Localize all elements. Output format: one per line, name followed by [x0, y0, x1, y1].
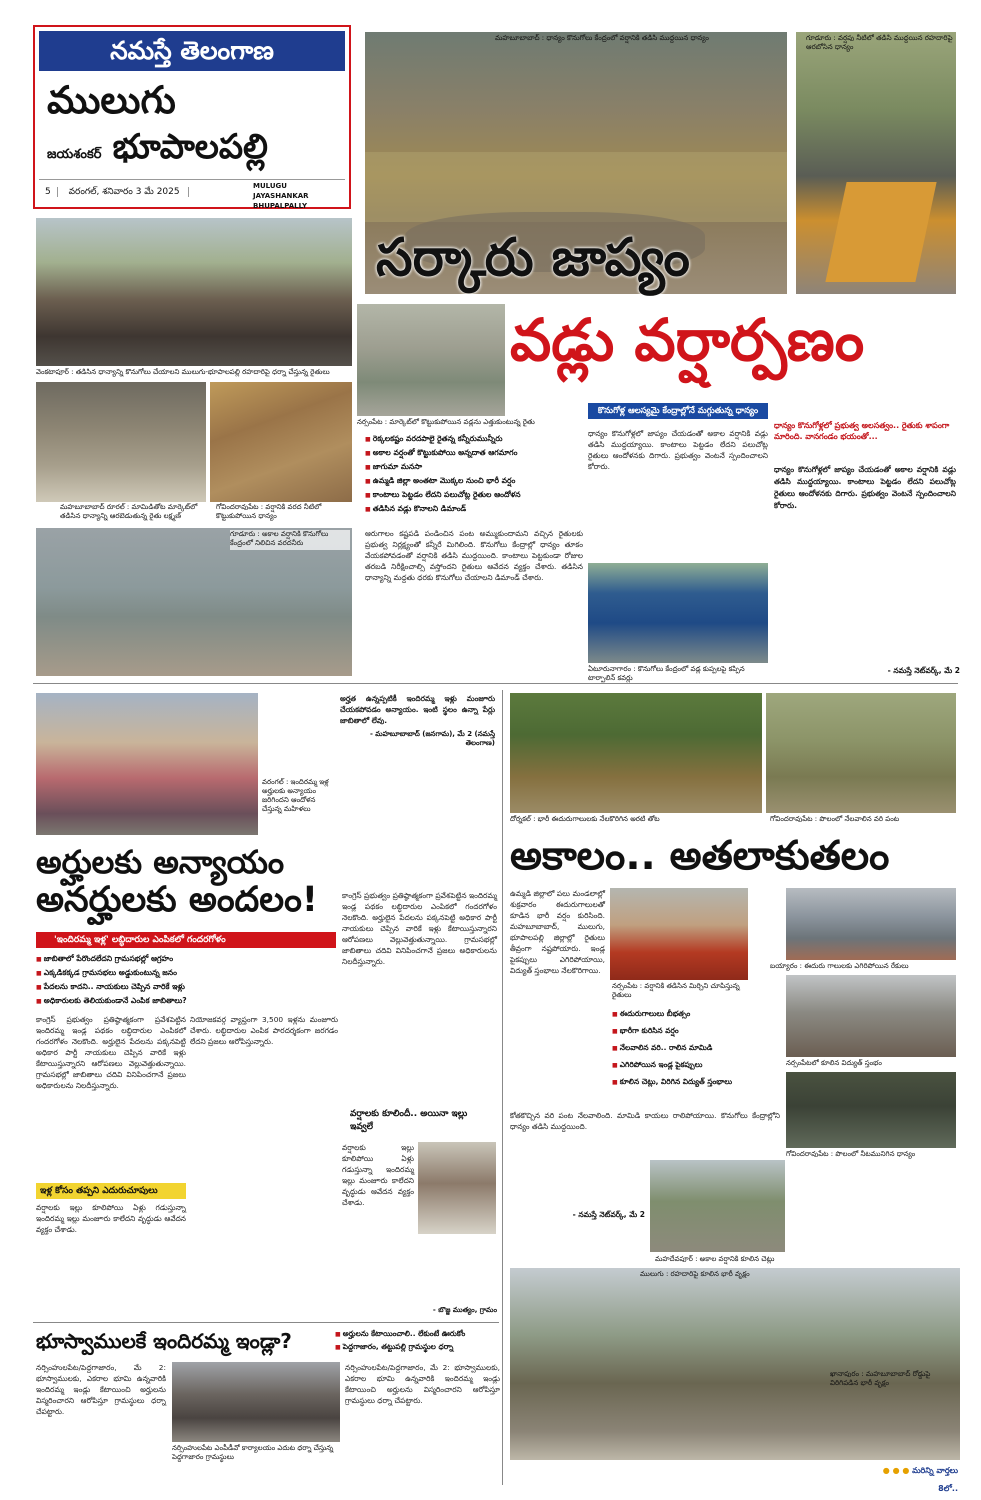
caption-top2: గోవిందరావుపేట : పొలంలో నేలవాలిన వరి పంట: [770, 815, 900, 823]
box-caption: - బొజ్జ ముత్యం, గ్రామం: [432, 1306, 497, 1314]
story2-strap: [36, 932, 336, 948]
story1-sub-right: [774, 420, 956, 450]
district-line-2: [47, 127, 347, 175]
photo-old-man: [418, 1142, 496, 1234]
caption-top: మహబూబాబాద్‌ : ధాన్యం కొనుగోలు కేంద్రంలో వర్షానికి తడిసి ముద్దయిన ధాన్యం: [495, 34, 709, 42]
footer-more-news: [868, 1462, 958, 1493]
story1-body-far-right: ధాన్యం కొనుగోళ్లలో జాప్యం చేయడంతో అకాల వర్షానికి వడ్లు తడిసి ముద్దయ్యాయి. కాంటాలు పెట్టడం లేదని పలుచోట్ల రైతులు ఆందోళనకు దిగారు. ప్రభుత్వం వెంటనే స్పందించాలని కోరారు.: [774, 465, 956, 510]
box-body: వర్షాలకు ఇల్లు కూలిపోయి ఏళ్లు గడుస్తున్నా ఇందిరమ్మ ఇల్లు మంజూరు కాలేదని వృద్ధుడు ఆవేదన వ్యక్తం చేశాడు.: [36, 1203, 186, 1234]
bullet: ■ తడిసిన వడ్లు కొనాలని డిమాండ్‌: [365, 502, 580, 516]
district-name-2: భూపాలపల్లి: [112, 127, 268, 167]
photo-pole: [786, 1072, 956, 1148]
story2-body-col3: కాంగ్రెస్‌ ప్రభుత్వం ప్రతిష్ఠాత్మకంగా ప్రవేశపెట్టిన ఇందిరమ్మ ఇండ్ల పథకం లబ్ధిదారుల ఎంపికలో గందరగోళం నెలకొంది. అర్హులైన పేదలను పక్కనపెట్టి అధికార పార్టీ నాయకులు చెప్పిన వారికే ఇళ్లు కేటాయిస్తున్నారని ఆరోపణలు వెల్లువెత్తుతున్నాయి. గ్రామసభల్లో జాబితాలు చదివి వినిపించగానే ప్రజలు అధికారులను నిలదీస్తున్నారు.: [342, 891, 497, 966]
photo-grain: [210, 382, 352, 502]
story2-body: కాంగ్రెస్‌ ప్రభుత్వం ప్రతిష్ఠాత్మకంగా ప్రవేశపెట్టిన ఇందిరమ్మ ఇండ్ల పథకం లబ్ధిదారుల ఎంపికలో గందరగోళం నెలకొంది. అర్హులైన పేదలను పక్కనపెట్టి అధికార పార్టీ నాయకులు చెప్పిన వారికే ఇళ్లు కేటాయిస్తున్నారని ఆరోపణలు వెల్లువెత్తుతున్నాయి. గ్రామసభల్లో జాబితాలు చదివి వినిపించగానే ప్రజలు అధికారులను నిలదీస్తున్నారు.: [36, 1015, 186, 1090]
story3-byline: [510, 1210, 645, 1220]
photo-bags: [36, 382, 206, 502]
brand-name: నమస్తే తెలంగాణ: [110, 36, 274, 65]
photo-chili-farmers: [610, 888, 748, 980]
byline-text: - నమస్తే నెట్‌వర్క్‌, మే 2: [887, 666, 960, 675]
bullet: ■ పేదలను కాదని.. నాయకులు చెప్పిన వారికే ఇళ్లు: [36, 980, 336, 994]
story3-body2: కోతకొచ్చిన వరి పంట నేలవాలింది. మామిడి కాయలు రాలిపోయాయి. కొనుగోలు కేంద్రాల్లోని ధాన్యం తడిసి ముద్దయింది.: [510, 1111, 780, 1131]
photo-farmer: [357, 304, 505, 416]
headline-2a-text: అర్హులకు అన్యాయం: [36, 843, 285, 881]
story2-body3-b: నర్సింహులపేట/పెద్దగాజారం, మే 2: భూస్వాములకు, ఎకరాల భూమి ఉన్నవారికి ఇందిరమ్మ ఇండ్లు కేటాయించి అర్హులను విస్మరించారని ఆరోపిస్తూ గ్రామస్థులు ధర్నా చేపట్టారు.: [345, 1363, 500, 1405]
caption-tarp: ఏటూరునాగారం : కొనుగోలు కేంద్రంలో వడ్ల కుప్పలపై కప్పిన టార్పాలిన్‌ కవర్లు: [588, 665, 745, 682]
story1-body-right: ధాన్యం కొనుగోళ్లలో జాప్యం చేయడంతో అకాల వర్షానికి వడ్లు తడిసి ముద్దయ్యాయి. కాంటాలు పెట్టడం లేదని పలుచోట్ల రైతులు ఆందోళనకు దిగారు. ప్రభుత్వం వెంటనే స్పందించాలని కోరారు.: [588, 429, 768, 471]
box-head-2: [350, 1108, 490, 1138]
caption-road: ములుగు : రహదారిపై కూలిన భారీ వృక్షం: [640, 1270, 750, 1278]
photo-roof: [786, 888, 956, 960]
story2-bullets: [36, 952, 336, 1012]
story3-bullets: [612, 1006, 762, 1096]
caption-bags: మహబూబాబాద్‌ రూరల్‌ : మామిడితోట మార్కెట్‌లో తడిసిన ధాన్యాన్ని ఆరబెడుతున్న రైతు లక్ష్మణ్‌: [60, 503, 198, 520]
bullet: ■ కాంటాలు పెట్టడం లేదని పలుచోట్ల రైతుల ఆందోళన: [365, 488, 580, 502]
photo-banana: [510, 693, 762, 813]
sub-right-text: ధాన్యం కొనుగోళ్లలో ప్రభుత్వ అలసత్వం.. రైతుకు శాపంగా మారింది. వానగండం భయంతో...: [774, 421, 950, 441]
bullet: ■ ఉమ్మడి జిల్లా అంతటా మొక్కల నుంచి భారీ వర్షం: [365, 474, 580, 488]
photo-flood: [36, 528, 352, 676]
photo-house: [786, 975, 956, 1057]
headline-1a-text: సర్కారు జాప్యం: [376, 228, 690, 288]
bullet: ■ ఎక్కడికక్కడ గ్రామసభలు అడ్డుకుంటున్న జనం: [36, 966, 336, 980]
strap-text: 'ఇందిరమ్మ ఇళ్ల' లబ్ధిదారుల ఎంపికలో గందరగోళం: [54, 935, 226, 945]
byline-text-3: - నమస్తే నెట్‌వర్క్‌, మే 2: [572, 1210, 645, 1219]
bullet: ■ అకాల వర్షంతో కొట్టుకుపోయి అన్నదాత ఆగమాగం: [365, 446, 580, 460]
headline-3-bullets: [335, 1328, 500, 1358]
photo-road-tree: [510, 1268, 960, 1460]
dateline: వరంగల్‌, శనివారం 3 మే 2025: [61, 187, 189, 197]
bullet: ■ ఎగిరిపోయిన ఇండ్ల పైకప్పులు: [612, 1057, 762, 1074]
kicker-bar: [588, 403, 768, 419]
headline-4-text: అకాలం.. అతలాకుతలం: [510, 833, 890, 879]
story2-body-2: నియోజకవర్గ వ్యాప్తంగా 3,500 ఇళ్లను మంజూరు చేశారు. లబ్ధిదారుల ఎంపిక పారదర్శకంగా జరగడం లేదని ప్రజలు ఆరోపిస్తున్నారు.: [190, 1015, 338, 1046]
box-head-text: ఇళ్ల కోసం తప్పని ఎదురుచూపులు: [40, 1186, 158, 1196]
story1-body-mid: ఆరుగాలం కష్టపడి పండించిన పంట అమ్ముకుందామని వచ్చిన రైతులకు ప్రభుత్వ నిర్లక్ష్యంతో కన్నీరే మిగిలింది. కొనుగోలు కేంద్రాల్లో ధాన్యం తూకం వేయకపోవడంతో వర్షానికి తడిసి ముద్దయింది. కాంటాలు పెట్టకుండా రోజుల తరబడి నిరీక్షించాల్సి వస్తోందని రైతులు ఆవేదన వ్యక్తం చేశారు. తడిసిన ధాన్యాన్ని మద్దతు ధరకు కొనుగోలు చేయాలని డిమాండ్‌ చేశారు.: [365, 529, 583, 582]
caption-farmer: నర్సంపేట : మార్కెట్‌లో కొట్టుకుపోయిన వడ్లను ఎత్తుకుంటున్న రైతు: [357, 418, 535, 426]
caption-chili: నర్సంపేట : వర్షానికి తడిసిన మిర్చిని చూపిస్తున్న రైతులు: [612, 982, 740, 999]
caption-house: నర్సంపేటలో కూలిన విద్యుత్‌ స్తంభం: [786, 1059, 882, 1067]
bullet: ■ కూలిన చెట్లు, విరిగిన విద్యుత్‌ స్తంభాలు: [612, 1074, 762, 1091]
box-body-2: వర్షాలకు ఇల్లు కూలిపోయి ఏళ్లు గడుస్తున్నా ఇందిరమ్మ ఇల్లు మంజూరు కాలేదని వృద్ధుడు ఆవేదన వ్యక్తం చేశాడు.: [342, 1143, 414, 1207]
footer-dots: ● ● ●: [882, 1466, 913, 1475]
box-head: [36, 1183, 186, 1199]
bullet: ■ జాగుమా మనసా: [365, 460, 580, 474]
story1-bullets: [365, 432, 580, 522]
photo-group-men: [172, 1362, 340, 1442]
story1-byline: [800, 666, 960, 676]
divider: [502, 690, 503, 1485]
story3-body: ఉమ్మడి జిల్లాలో పలు మండలాల్లో శుక్రవారం ఈదురుగాలులతో కూడిన భారీ వర్షం కురిసింది. మహబూబాబాద్‌, ములుగు, భూపాలపల్లి జిల్లాల్లో రైతులు తీవ్రంగా నష్టపోయారు. ఇండ్ల పైకప్పులు ఎగిరిపోయాయి, విద్యుత్‌ స్తంభాలు నేలకొరిగాయి.: [510, 889, 605, 975]
district-line: [47, 77, 347, 123]
caption-grain: గోవిందరావుపేట : వర్షానికి వరద నీటిలో కొట్టుకుపోయిన ధాన్యం: [216, 503, 322, 520]
story2-body3: నర్సింహులపేట/పెద్దగాజారం, మే 2: భూస్వాములకు, ఎకరాల భూమి ఉన్నవారికి ఇందిరమ్మ ఇండ్లు కేటాయించి అర్హులను విస్మరించారని ఆరోపిస్తూ గ్రామస్థులు ధర్నా చేపట్టారు.: [36, 1363, 166, 1416]
caption-pole: గోవిందరావుపేట : పొలంలో నీటమునిగిన ధాన్యం: [786, 1150, 916, 1158]
caption-flood: గూడూరు : అకాల వర్షానికి కొనుగోలు కేంద్రంలో నిలిచిన వరదనీరు: [230, 530, 350, 550]
bullet: ■ జాబితాలో పేరొందలేదని గ్రామసభల్లో ఆగ్రహం: [36, 952, 336, 966]
divider: [33, 683, 958, 684]
box-head-2-text: వర్షాలకు కూలిందీ.. అయినా ఇల్లు ఇవ్వలే: [350, 1109, 468, 1132]
edition-en-1: MULUGU: [253, 182, 287, 190]
photo-tarp: [588, 563, 768, 663]
masthead: [33, 25, 351, 209]
photo-crowd: [36, 218, 352, 366]
headline-3-text: భూస్వాములకే ఇందిరమ్మ ఇండ్లా?: [36, 1329, 292, 1353]
bullet: ■ భారీగా కురిసిన వర్షం: [612, 1023, 762, 1040]
district-name: ములుగు: [47, 78, 176, 122]
caption-roof: బయ్యారం : ఈదురు గాలులకు ఎగిరిపోయిన రేకులు: [770, 962, 909, 970]
headline-2b-text: అనర్హులకు అందలం!: [36, 880, 318, 920]
headline-1b-text: వడ్లు వర్షార్పణం: [510, 306, 865, 374]
sidebar-quote: అర్హత ఉన్నప్పటికీ ఇందిరమ్మ ఇళ్లు మంజూరు చేయకపోవడం అన్యాయం. ఇంటి స్థలం ఉన్నా పేర్లు జాబితాలో లేవు.: [340, 694, 495, 725]
footer-text: మరిన్ని వార్తలు 8లో..: [912, 1466, 958, 1493]
photo-paddy-field: [766, 693, 956, 813]
photo-road-grain: [796, 32, 956, 294]
photo-fallen-tree: [650, 1160, 785, 1252]
bullet: ■ పెద్దగాజారం, తట్టుపల్లి గ్రామస్థుల ధర్నా: [335, 1341, 500, 1354]
caption-bigtree: ఖానాపురం : మహబూబాబాద్‌ రోడ్డుపై విరిగిపడిన భారీ వృక్షం: [830, 1370, 931, 1387]
caption-tree: మహదేవపూర్‌ : అకాల వర్షానికి కూలిన చెట్లు: [655, 1255, 775, 1263]
headline-2b: [36, 872, 336, 928]
caption-top1: దోర్నకల్‌ : భారీ ఈదురుగాలులకు నేలకొరిగిన అరటి తోట: [510, 815, 660, 823]
caption-topright: గూడూరు : వర్షపు నీటిలో తడిసి ముద్దయిన రహదారిపై ఆరబోసిన ధాన్యం: [806, 34, 953, 51]
edition-en: [253, 181, 349, 210]
page-number: 5: [39, 187, 58, 197]
headline-3: [36, 1326, 336, 1356]
caption-crowd: వెంకటాపూర్‌ : తడిసిన ధాన్యాన్ని కొనుగోలు చేయాలని ములుగు-భూపాలపల్లి రహదారిపై ధర్నా చేస్తున్న రైతులు: [36, 368, 330, 376]
caption-protest: వరంగల్‌ : ఇందిరమ్మ ఇళ్ల అర్హులకు అన్యాయం జరిగిందని ఆందోళన చేస్తున్న మహిళలు: [262, 778, 329, 813]
bullet: ■ ఈదురుగాలులు బీభత్సం: [612, 1006, 762, 1023]
story2-sidebar: [340, 693, 495, 888]
bullet: ■ రెక్కలకష్టం వరదపాలై రైతన్న కన్నీరుమున్నీరు: [365, 432, 580, 446]
headline-4: [510, 828, 960, 884]
divider: [33, 1322, 499, 1323]
kicker-text: కొనుగోళ్ల ఆలస్యమై కేంద్రాల్లోనే మగ్గుతున్న ధాన్యం: [597, 406, 759, 416]
headline-1a: [376, 222, 796, 294]
edition-en-2: JAYASHANKAR BHUPALPALLY: [253, 192, 309, 210]
masthead-banner: [39, 31, 345, 71]
bullet: ■ నేలవాలిన వరి.. రాలిన మామిడి: [612, 1040, 762, 1057]
bullet: ■ అర్హులను కేటాయించాలి.. లేకుంటే ఊరుకోం: [335, 1328, 500, 1341]
district-prefix: జయశంకర్: [47, 147, 102, 162]
photo-protest-women: [36, 693, 258, 835]
bullet: ■ అధికారులకు తెలియకుండానే ఎంపిక జాబితాలు?: [36, 994, 336, 1008]
headline-1b: [510, 300, 960, 380]
sidebar-byline: - మహబూబాబాద్‌ (జనగామ), మే 2 (నమస్తే తెలంగాణ): [369, 730, 495, 747]
caption-group: నర్సింహులపేట ఎంపీడీవో కార్యాలయం ఎదుట ధర్నా చేస్తున్న పెద్దగాజారం గ్రామస్థులు: [172, 1444, 334, 1461]
